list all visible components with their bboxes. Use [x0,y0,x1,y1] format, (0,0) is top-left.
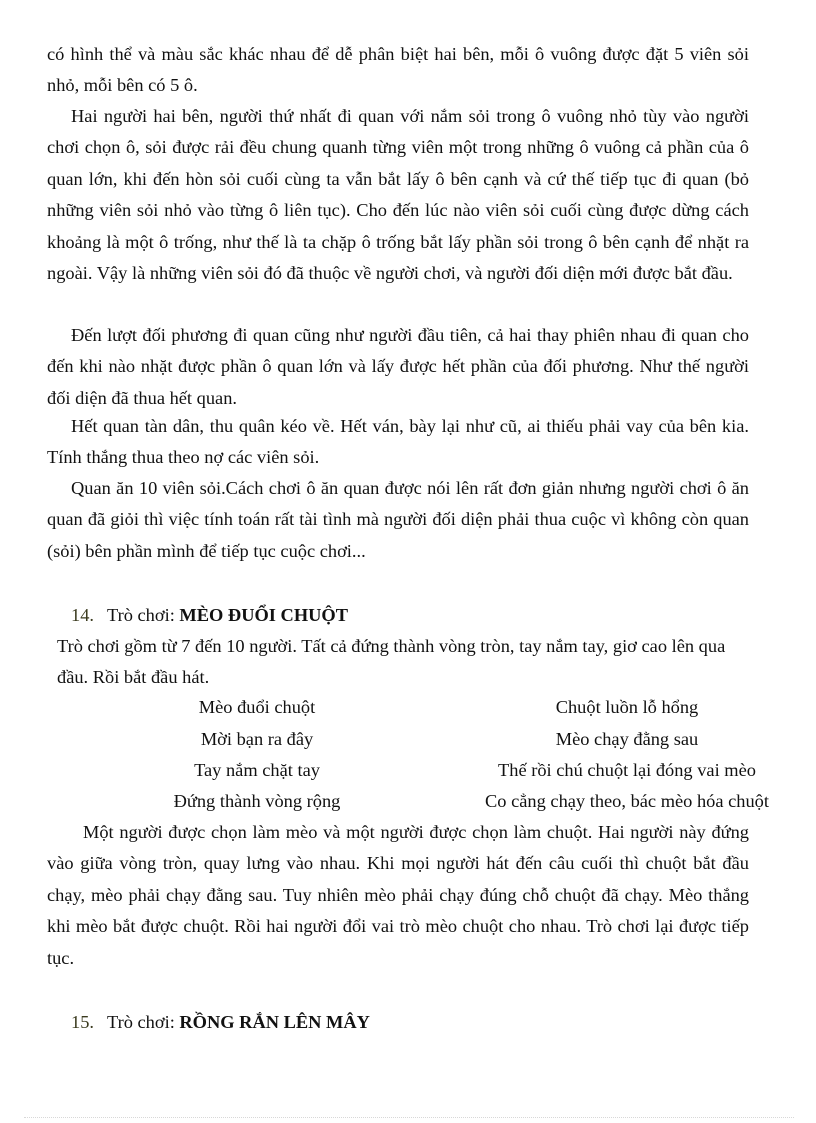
section-14-heading [71,603,348,627]
poem-line-left: Mèo đuổi chuột [198,697,316,717]
paragraph-4: Hết quan tàn dân, thu quân kéo về. Hết ván, bày lại như cũ, ai thiếu phải vay của bên kia. Tính thắng thua theo nợ các viên sỏi. [47,416,749,468]
poem-row [47,692,807,723]
poem-row [47,724,807,755]
poem-line-left: Đứng thành vòng rộng [173,791,341,811]
section-15-number: 15. [71,1012,94,1032]
paragraph-1: có hình thể và màu sắc khác nhau để dễ phân biệt hai bên, mỗi ô vuông được đặt 5 viên sỏi nhỏ, mỗi bên có 5 ô. [47,44,749,96]
section-14-intro: Trò chơi gồm từ 7 đến 10 người. Tất cả đứng thành vòng tròn, tay nắm tay, giơ cao lên qua đầu. Rồi bắt đầu hát. [57,636,726,687]
poem-line-left: Mời bạn ra đây [200,729,314,749]
footer-divider [24,1117,794,1118]
section-14-body: Một người được chọn làm mèo và một người được chọn làm chuột. Hai người này đứng vào giữa vòng tròn, quay lưng vào nhau. Khi mọi người hát đến câu cuối thì chuột bắt đầu chạy, mèo phải chạy đằng sau. Tuy nhiên mèo phải chạy đúng chỗ chuột đã chạy. Mèo thắng khi mèo bắt được chuột. Rồi hai người đổi vai trò mèo chuột cho nhau. Trò chơi lại được tiếp tục. [47,822,749,968]
paragraph-5: Quan ăn 10 viên sỏi.Cách chơi ô ăn quan được nói lên rất đơn giản nhưng người chơi ô ăn quan đã giỏi thì việc tính toán rất tài tình mà người đối diện phải thua cuộc vì không còn quan (sỏi) bên phần mình để tiếp tục cuộc chơi... [47,478,749,561]
section-14-number: 14. [71,605,94,625]
poem-line-right: Co cẳng chạy theo, bác mèo hóa chuột [485,791,769,811]
poem-row [47,786,807,817]
poem-line-left: Tay nắm chặt tay [194,760,320,780]
section-15-title: RỒNG RẮN LÊN MÂY [179,1012,370,1032]
paragraph-2: Hai người hai bên, người thứ nhất đi quan với nắm sỏi trong ô vuông nhỏ tùy vào người chơi chọn ô, sỏi được rải đều chung quanh từng viên một trong những ô vuông cả phần của ô quan lớn, khi đến hòn sỏi cuối cùng ta vẫn bắt lấy ô bên cạnh và cứ thế tiếp tục đi quan (bỏ những viên sỏi nhỏ vào từng ô liên tục). Cho đến lúc nào viên sỏi cuối cùng được dừng cách khoảng là một ô trống, như thế là ta chặp ô trống bắt lấy phần sỏi trong ô bên cạnh để nhặt ra ngoài. Vậy là những viên sỏi đó đã thuộc về người chơi, và người đối diện mới được bắt đầu. [47,106,749,284]
section-14-title: MÈO ĐUỔI CHUỘT [179,605,348,625]
section-14-prefix: Trò chơi: [107,605,180,625]
paragraph-3: Đến lượt đối phương đi quan cũng như người đầu tiên, cả hai thay phiên nhau đi quan cho đến khi nào nhặt được phần ô quan lớn và lấy được hết phần của đối phương. Như thế người đối diện đã thua hết quan. [47,325,749,408]
poem-line-right: Chuột luồn lỗ hổng [555,697,699,717]
poem-line-right: Mèo chạy đằng sau [555,729,699,749]
section-15-prefix: Trò chơi: [107,1012,180,1032]
poem-line-right: Thế rồi chú chuột lại đóng vai mèo [498,760,756,780]
section-15-heading [71,1010,370,1034]
poem-row [47,755,807,786]
